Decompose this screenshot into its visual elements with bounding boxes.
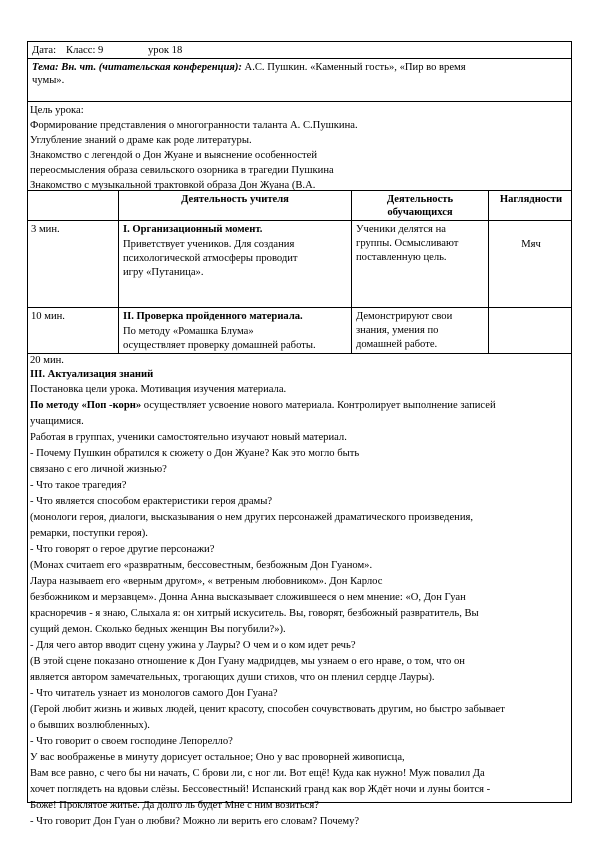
lesson-number: урок 18 <box>148 45 183 56</box>
text-line: - Что такое трагедия? <box>30 480 127 491</box>
text-line: - Что говорит о своем господине Лепорелло? <box>30 736 233 747</box>
text-line: У вас воображенье в минуту дорисует остальное; Оно у вас проворней живописца, <box>30 752 405 763</box>
date-label: Дата: <box>32 45 57 56</box>
text-line: Лаура называem его «верным другом», « ветреным любовником». Дон Карлос <box>30 576 383 587</box>
section3-time: 20 мин. <box>30 355 64 366</box>
text-line: учащимися. <box>30 416 84 427</box>
topic-label: Тема: <box>32 62 59 73</box>
text-line: связано с его личной жизнью? <box>30 464 167 475</box>
text-line: хочет поглядеть на вдовьи слёзы. Бессовестный! Испанский гранд как вор Ждёт ночи и луны боится - <box>30 784 491 795</box>
goal-line: Знакомство с музыкальной трактовкой образа Дон Жуана (В.А. <box>30 180 316 191</box>
row1-students-line: Ученики делятся на <box>356 224 446 235</box>
row1-teacher-line: психологической атмосферы проводит <box>123 253 298 264</box>
text-line: о бывших возлюбленных). <box>30 720 150 731</box>
text-line: безбожником и мерзавцем». Донна Анна высказывает сложившееся о нем мнение: «О, Дон Гуан <box>30 592 466 603</box>
row2-teacher-line: По методу «Ромашка Блума» <box>123 326 254 337</box>
divider <box>28 101 571 102</box>
method-name: По методу «Поп -корн» <box>30 400 142 411</box>
row2-title: II. Проверка пройденного материала. <box>123 311 303 322</box>
class-label: Класс: 9 <box>66 45 104 56</box>
table-top-border <box>28 190 571 191</box>
section3-method-line <box>30 399 496 412</box>
row1-students-line: группы. Осмысливают <box>356 238 459 249</box>
row1-teacher-line: Приветствует учеников. Для создания <box>123 239 295 250</box>
text-line: - Что говорят о герое другие персонажи? <box>30 544 215 555</box>
text-line: - Что читатель узнает из монологов самого Дон Гуана? <box>30 688 278 699</box>
text-line: - Что говорит Дон Гуан о любви? Можно ли верить его словам? Почему? <box>30 816 360 827</box>
table-row-border <box>28 307 571 308</box>
text-line: Работая в группах, ученики самостоятельно изучают новый материал. <box>30 432 347 443</box>
goal-line: переосмысления образа севильского озорника в трагедии Пушкина <box>30 165 334 176</box>
goal-line: Углубление знаний о драме как роде литературы. <box>30 135 252 146</box>
topic-text-2: чумы». <box>32 75 65 86</box>
row2-students-line: Демонстрируют свои <box>356 311 453 322</box>
row1-teacher-line: игру «Путаница». <box>123 267 204 278</box>
table-header-border <box>28 220 571 221</box>
header-teacher: Деятельность учителя <box>181 194 289 205</box>
method-text: осуществляет усвоение нового материала. Контролирует выполнение записей <box>141 400 496 411</box>
table-bottom-border <box>28 353 571 354</box>
goal-line: Знакомство с легендой о Дон Жуане и выяснение особенностей <box>30 150 318 161</box>
text-line: красноречив - я знаю, Слыхала я: он хитрый искуситель. Вы, говорят, безбожный развратитель, Вы <box>30 608 479 619</box>
goal-line: Формирование представления о многогранности таланта А. С.Пушкина. <box>30 120 358 131</box>
text-line: (В этой сцене показано отношение к Дон Гуану мадридцев, мы узнаем о его нраве, о том, что он <box>30 656 465 667</box>
text-line: сущий демон. Сколько бедных женщин Вы погубили?»). <box>30 624 286 635</box>
topic-line <box>32 61 466 74</box>
section3-title: III. Актуализация знаний <box>30 369 154 380</box>
goals-title: Цель урока: <box>30 105 84 116</box>
table-col-divider <box>118 190 119 353</box>
topic-type: Вн. чт. (читательская конференция): <box>61 62 242 73</box>
row1-visual: Мяч <box>521 239 541 250</box>
lesson-plan-frame <box>27 41 572 827</box>
topic-text: А.С. Пушкин. «Каменный гость», «Пир во время <box>244 62 466 73</box>
row2-students-line: знания, умения по <box>356 325 439 336</box>
text-line: ремарки, поступки героя). <box>30 528 148 539</box>
text-line: - Что является способом ерактеристики героя драмы? <box>30 496 273 507</box>
text-line: (монологи героя, диалоги, высказывания о нем других персонажей драматического произведения, <box>30 512 474 523</box>
row2-teacher-line: осуществляет проверку домашней работы. <box>123 340 316 351</box>
row1-time: 3 мин. <box>31 224 60 235</box>
text-line: Боже! Проклятое житье. Да долго ль будет Мне с ним возиться? <box>30 800 319 811</box>
header-students-2: обучающихся <box>387 207 453 218</box>
table-col-divider <box>488 190 489 353</box>
row2-time: 10 мин. <box>31 311 65 322</box>
row2-students-line: домашней работе. <box>356 339 438 350</box>
text-line: Вам все равно, с чего бы ни начать, С брови ли, с ног ли. Вот ещё! Куда как нужно! Муж повалил Да <box>30 768 485 779</box>
text-line: является автором замечательных, трогающих души стихов, что он пленил сердце Лауры). <box>30 672 435 683</box>
text-line: - Для чего автор вводит сцену ужина у Лауры? О чем и о ком идет речь? <box>30 640 356 651</box>
text-line: (Монах считаem его «развратным, бессовестным, безбожным Дон Гуаном». <box>30 560 373 571</box>
header-students-1: Деятельность <box>386 194 454 205</box>
text-line: - Почему Пушкин обратился к сюжету о Дон Жуане? Как это могло быть <box>30 448 360 459</box>
header-visuals: Наглядности <box>499 194 563 205</box>
divider <box>28 58 571 59</box>
row1-students-line: поставленную цель. <box>356 252 447 263</box>
section3-goal-line: Постановка цели урока. Мотивация изучения материала. <box>30 384 287 395</box>
text-line: (Герой любит жизнь и живых людей, ценит красоту, способен сочувствовать другим, но быстро забывает <box>30 704 505 715</box>
row1-title: I. Организационный момент. <box>123 224 263 235</box>
